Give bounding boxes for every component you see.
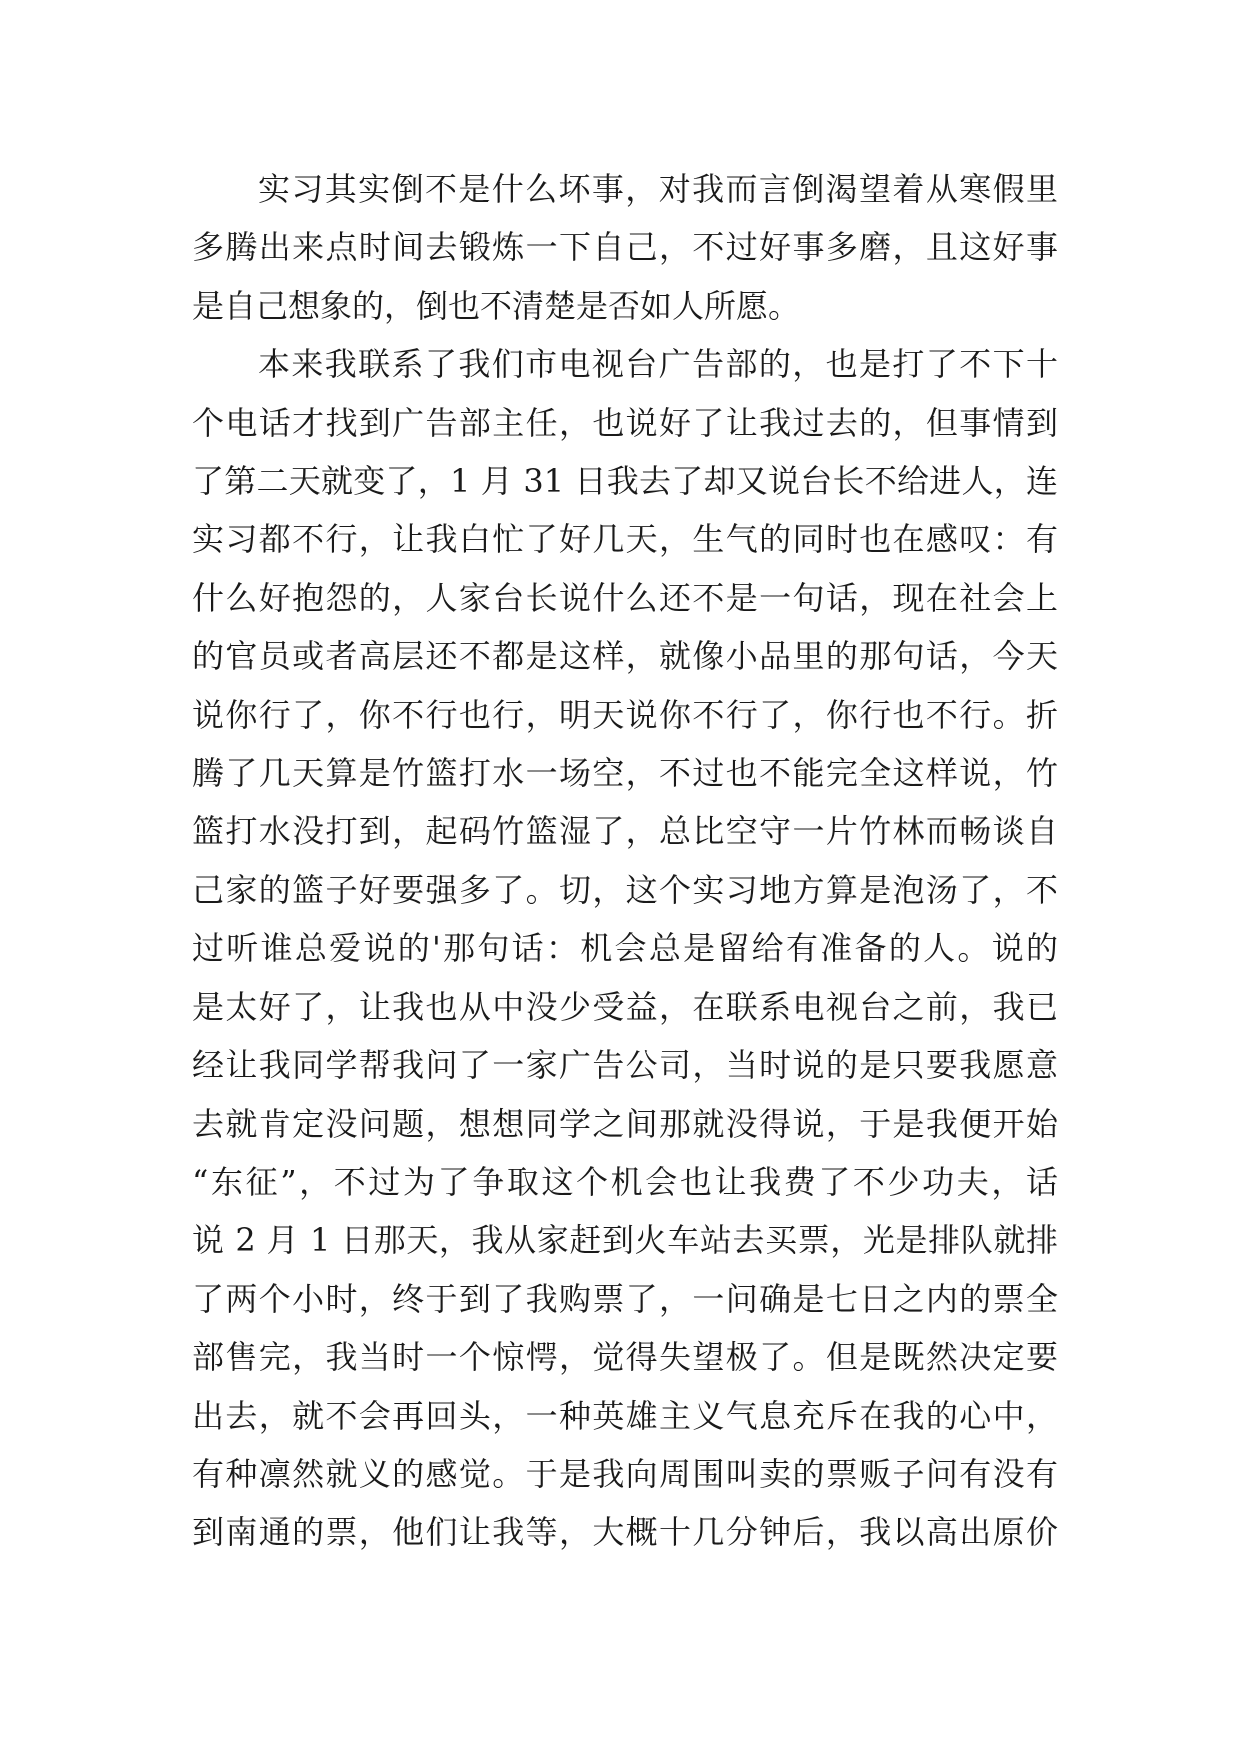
text-line: 是自己想象的，倒也不清楚是否如人所愿。 [192, 286, 801, 325]
text-line: 实习其实倒不是什么坏事，对我而言倒渴望着从寒假里 [258, 170, 1058, 208]
text-line: 个电话才找到广告部主任，也说好了让我过去的，但事情到 [192, 403, 1058, 442]
text-line: 篮打水没打到，起码竹篮湿了，总比空守一片竹林而畅谈自 [192, 812, 1058, 851]
text-line: 本来我联系了我们市电视台广告部的，也是打了不下十 [258, 345, 1058, 384]
text-line: 实习都不行，让我白忙了好几天，生气的同时也在感叹：有 [192, 520, 1058, 559]
text-line: 过听谁总爱说的'那句话：机会总是留给有准备的人。说的 [192, 929, 1058, 968]
text-line: 了第二天就变了，1 月 31 日我去了却又说台长不给进人，连 [192, 462, 1058, 501]
text-line: 什么好抱怨的，人家台长说什么还不是一句话，现在社会上 [192, 578, 1058, 617]
text-line: 己家的篮子好要强多了。切，这个实习地方算是泡汤了，不 [192, 870, 1058, 909]
text-line: 说你行了，你不行也行，明天说你不行了，你行也不行。折 [192, 695, 1058, 734]
text-line: 去就肯定没问题，想想同学之间那就没得说，于是我便开始 [192, 1104, 1058, 1143]
text-line: 经让我同学帮我问了一家广告公司，当时说的是只要我愿意 [192, 1046, 1058, 1085]
text-line: 腾了几天算是竹篮打水一场空，不过也不能完全这样说，竹 [192, 754, 1058, 793]
paragraph-2 [192, 335, 1058, 1562]
text-line: 有种凛然就义的感觉。于是我向周围叫卖的票贩子问有没有 [192, 1454, 1058, 1493]
text-line: 多腾出来点时间去锻炼一下自己，不过好事多磨，且这好事 [192, 228, 1058, 267]
text-line: “东征”，不过为了争取这个机会也让我费了不少功夫，话 [192, 1162, 1058, 1201]
text-line: 部售完，我当时一个惊愕，觉得失望极了。但是既然决定要 [192, 1338, 1058, 1377]
text-line: 是太好了，让我也从中没少受益，在联系电视台之前，我已 [192, 987, 1058, 1026]
document-body [192, 160, 1058, 1562]
text-line: 到南通的票，他们让我等，大概十几分钟后，我以高出原价 [192, 1513, 1058, 1552]
paragraph-1 [192, 160, 1058, 335]
text-line: 说 2 月 1 日那天，我从家赶到火车站去买票，光是排队就排 [192, 1221, 1058, 1260]
text-line: 了两个小时，终于到了我购票了，一问确是七日之内的票全 [192, 1279, 1058, 1318]
text-line: 出去，就不会再回头，一种英雄主义气息充斥在我的心中， [192, 1396, 1058, 1435]
text-line: 的官员或者高层还不都是这样，就像小品里的那句话，今天 [192, 637, 1058, 676]
